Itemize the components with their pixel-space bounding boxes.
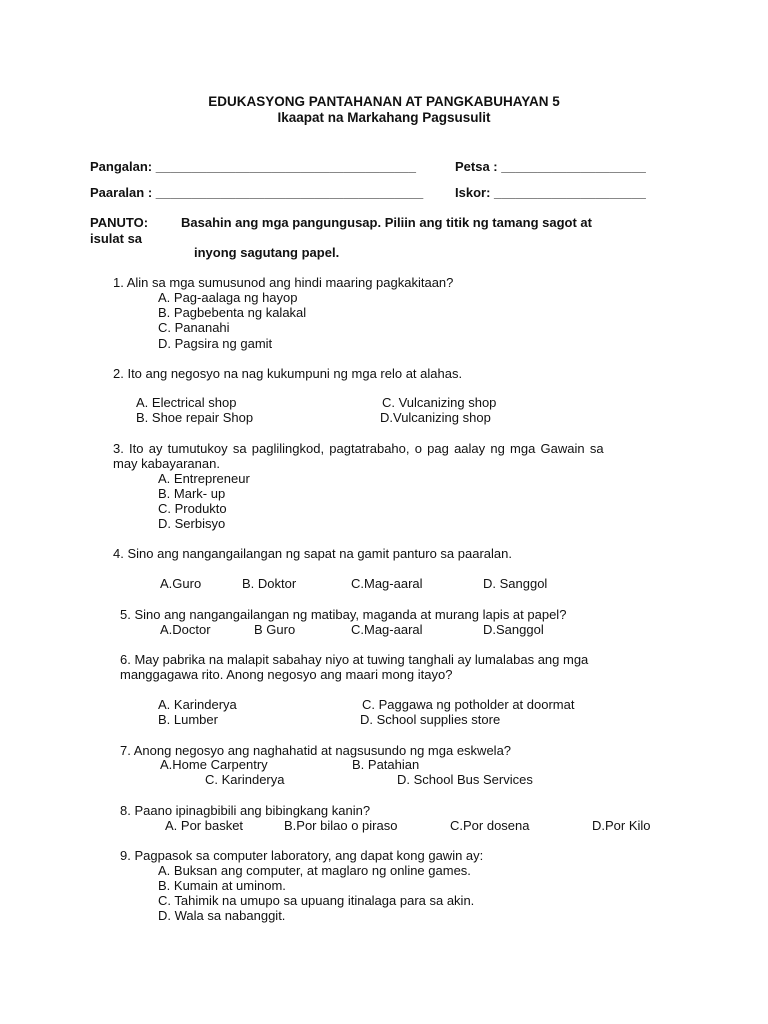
question-3-stem-line2: may kabayaranan. xyxy=(113,456,220,471)
question-5-option-d: D.Sanggol xyxy=(483,622,544,637)
school-field: Paaralan : _____________________________________ xyxy=(90,185,424,200)
question-1-option-a: A. Pag-aalaga ng hayop xyxy=(158,290,298,305)
question-4-stem: 4. Sino ang nangangailangan ng sapat na gamit panturo sa paaralan. xyxy=(113,546,512,561)
question-2-option-a: A. Electrical shop xyxy=(136,395,237,410)
question-6-option-d: D. School supplies store xyxy=(360,712,501,727)
question-3-option-a: A. Entrepreneur xyxy=(158,471,250,486)
question-8-option-b: B.Por bilao o piraso xyxy=(284,818,398,833)
question-7-stem: 7. Anong negosyo ang naghahatid at nagsusundo ng mga eskwela? xyxy=(120,743,512,758)
question-9-option-d: D. Wala sa nabanggit. xyxy=(158,908,286,923)
question-8-option-d: D.Por Kilo xyxy=(592,818,651,833)
question-6-stem-line2: manggagawa rito. Anong negosyo ang maari mong itayo? xyxy=(120,667,453,682)
question-9-stem: 9. Pagpasok sa computer laboratory, ang dapat kong gawin ay: xyxy=(120,848,484,863)
question-1-option-c: C. Pananahi xyxy=(158,320,230,335)
question-9-option-c: C. Tahimik na umupo sa upuang itinalaga para sa akin. xyxy=(158,893,475,908)
question-7-option-d: D. School Bus Services xyxy=(397,772,533,787)
question-1-option-b: B. Pagbebenta ng kalakal xyxy=(158,305,307,320)
instructions-line1b: isulat sa xyxy=(90,231,143,246)
question-8-option-c: C.Por dosena xyxy=(450,818,530,833)
question-8-option-a: A. Por basket xyxy=(165,818,244,833)
question-2-option-d: D.Vulcanizing shop xyxy=(380,410,491,425)
question-9-option-b: B. Kumain at uminom. xyxy=(158,878,286,893)
question-1-option-d: D. Pagsira ng gamit xyxy=(158,336,273,351)
question-6-option-c: C. Paggawa ng potholder at doormat xyxy=(362,697,575,712)
question-9-option-a: A. Buksan ang computer, at maglaro ng online games. xyxy=(158,863,471,878)
score-field: Iskor: _____________________ xyxy=(455,185,646,200)
question-6-stem-line1: 6. May pabrika na malapit sabahay niyo at tuwing tanghali ay lumalabas ang mga xyxy=(120,652,589,667)
date-field: Petsa : ____________________ xyxy=(455,159,646,174)
question-5-stem: 5. Sino ang nangangailangan ng matibay, maganda at murang lapis at papel? xyxy=(120,607,567,622)
question-3-stem-line1: 3. Ito ay tumutukoy sa paglilingkod, pagtatrabaho, o pag aalay ng mga Gawain sa xyxy=(113,441,604,456)
question-2-option-b: B. Shoe repair Shop xyxy=(136,410,254,425)
question-2-stem: 2. Ito ang negosyo na nag kukumpuni ng mga relo at alahas. xyxy=(113,366,463,381)
question-7-option-c: C. Karinderya xyxy=(205,772,285,787)
instructions-label: PANUTO: xyxy=(90,215,149,230)
question-3-option-d: D. Serbisyo xyxy=(158,516,226,531)
name-field: Pangalan: ____________________________________ xyxy=(90,159,417,174)
question-7-option-b: B. Patahian xyxy=(352,757,420,772)
question-6-option-b: B. Lumber xyxy=(158,712,218,727)
exam-title: EDUKASYONG PANTAHANAN AT PANGKABUHAYAN 5 xyxy=(208,94,560,109)
question-5-option-b: B Guro xyxy=(254,622,296,637)
question-1-stem: 1. Alin sa mga sumusunod ang hindi maaring pagkakitaan? xyxy=(113,275,454,290)
question-5-option-a: A.Doctor xyxy=(160,622,211,637)
question-4-option-d: D. Sanggol xyxy=(483,576,548,591)
exam-subtitle: Ikaapat na Markahang Pagsusulit xyxy=(277,110,491,125)
instructions-line1: Basahin ang mga pangungusap. Piliin ang titik ng tamang sagot at xyxy=(181,215,592,230)
question-3-option-b: B. Mark- up xyxy=(158,486,226,501)
question-2-option-c: C. Vulcanizing shop xyxy=(382,395,497,410)
question-4-option-c: C.Mag-aaral xyxy=(351,576,423,591)
question-3-option-c: C. Produkto xyxy=(158,501,227,516)
question-6-option-a: A. Karinderya xyxy=(158,697,237,712)
question-5-option-c: C.Mag-aaral xyxy=(351,622,423,637)
question-4-option-a: A.Guro xyxy=(160,576,202,591)
question-8-stem: 8. Paano ipinagbibili ang bibingkang kanin? xyxy=(120,803,371,818)
question-7-option-a: A.Home Carpentry xyxy=(160,757,268,772)
question-4-option-b: B. Doktor xyxy=(242,576,297,591)
instructions-line2: inyong sagutang papel. xyxy=(194,245,340,260)
